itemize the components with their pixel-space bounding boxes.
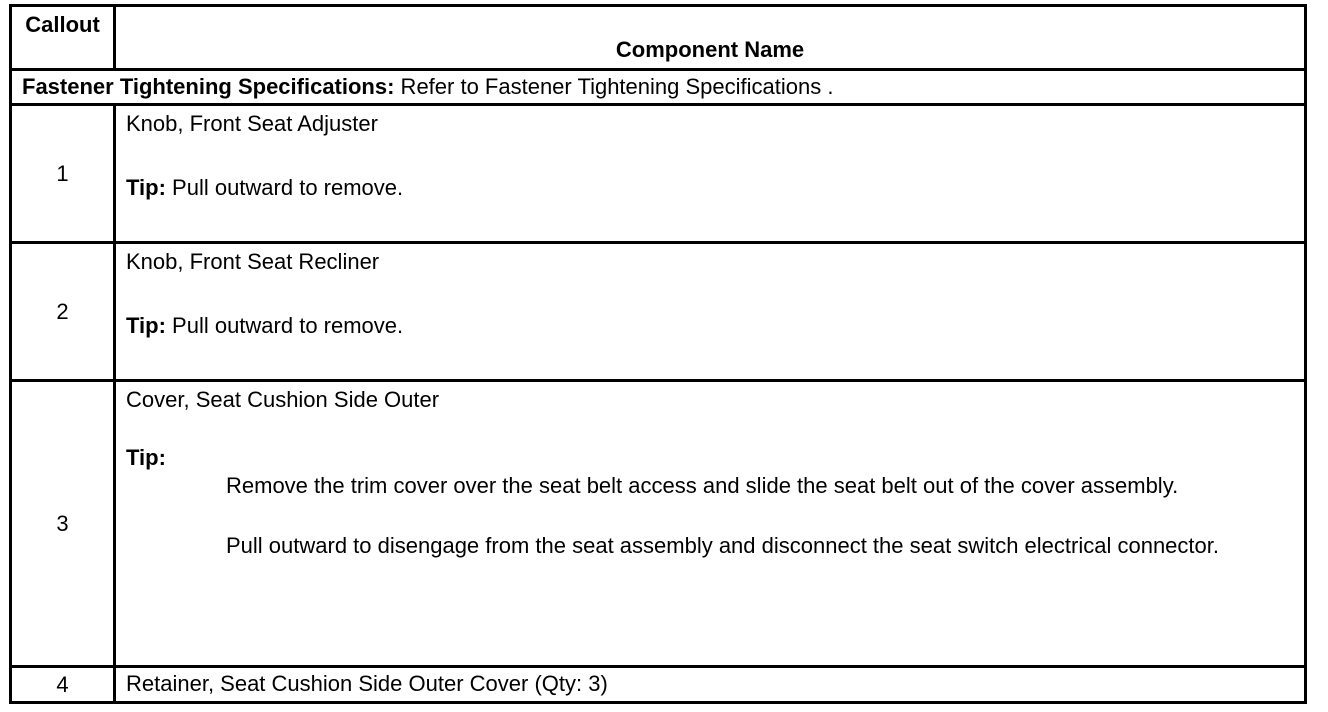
- tip-text: [126, 444, 1304, 472]
- callout-header: [11, 6, 115, 70]
- tip-text: [126, 174, 1304, 202]
- tip-label: Tip:: [126, 313, 166, 338]
- component-cell: [115, 105, 1306, 243]
- component-cell: [115, 667, 1306, 703]
- callout-number: 3: [11, 381, 115, 667]
- tip-text: [126, 312, 1304, 340]
- spec-text: Refer to Fastener Tightening Specifications .: [394, 74, 834, 99]
- tip-label: Tip:: [126, 175, 166, 200]
- tip-step: Remove the trim cover over the seat belt access and slide the seat belt out of the cover assembly.: [226, 473, 1179, 498]
- table-row: [11, 381, 1306, 667]
- callout-header-label: Callout: [25, 12, 100, 37]
- spec-cell: [11, 70, 1306, 105]
- component-cell: [115, 381, 1306, 667]
- component-cell: [115, 243, 1306, 381]
- tip-label: Tip:: [126, 445, 166, 470]
- component-table-container: [9, 4, 1307, 704]
- component-name: Knob, Front Seat Recliner: [126, 249, 380, 274]
- callout-number: 2: [11, 243, 115, 381]
- component-name: Cover, Seat Cushion Side Outer: [126, 387, 440, 412]
- callout-number: 1: [11, 105, 115, 243]
- table-row: [11, 243, 1306, 381]
- spec-label: Fastener Tightening Specifications:: [22, 74, 395, 99]
- tip-step: Pull outward to disengage from the seat assembly and disconnect the seat switch electrical connector.: [226, 533, 1219, 558]
- component-name-header: Component Name: [115, 6, 1306, 70]
- header-row: [11, 6, 1306, 70]
- spec-row: [11, 70, 1306, 105]
- component-name: Knob, Front Seat Adjuster: [126, 111, 378, 136]
- tip-body: Pull outward to remove.: [165, 175, 404, 200]
- component-table: [9, 4, 1307, 704]
- component-name: Retainer, Seat Cushion Side Outer Cover (Qty: 3): [126, 671, 608, 696]
- tip-steps: [226, 472, 1264, 560]
- table-row: [11, 105, 1306, 243]
- callout-number: 4: [11, 667, 115, 703]
- table-row: [11, 667, 1306, 703]
- tip-body: Pull outward to remove.: [165, 313, 404, 338]
